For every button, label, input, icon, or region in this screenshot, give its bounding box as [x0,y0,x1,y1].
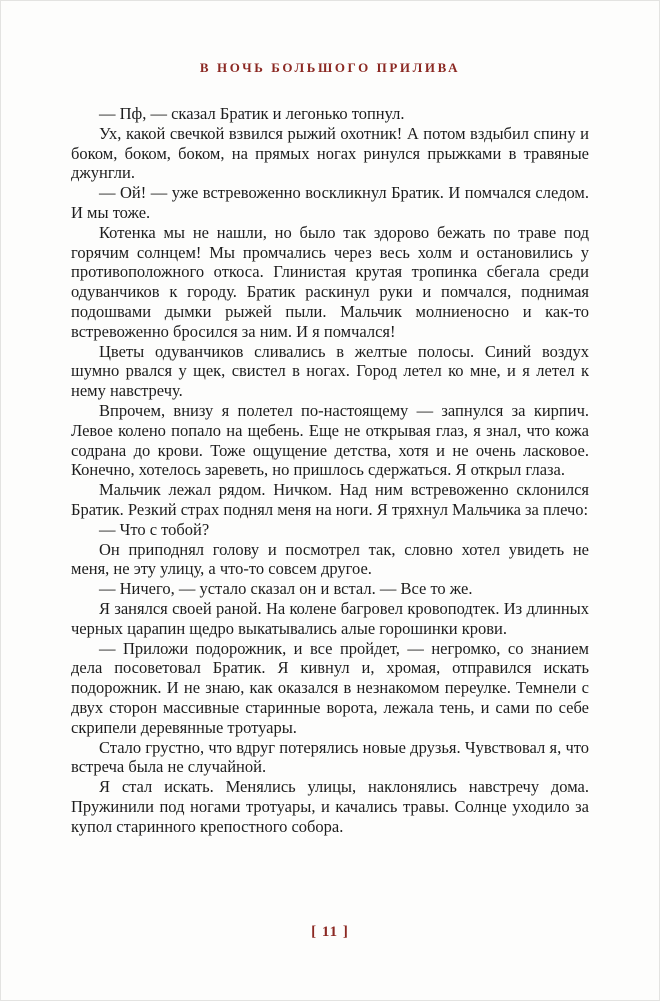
paragraph: Цветы одуванчиков сливались в желтые полосы. Синий воздух шумно рвался у щек, свистел в ногах. Город летел ко мне, и я летел к нему навстречу. [71,341,589,401]
paragraph: Впрочем, внизу я полетел по-настоящему — запнулся за кирпич. Левое колено попало на щебень. Еще не открывая глаз, я знал, что кожа содрана до крови. Тоже ощущение детства, хотя и не очень ласковое. Конечно, хотелось зареветь, но пришлось сдержаться. Я открыл глаза. [71,400,589,480]
paragraph: Он приподнял голову и посмотрел так, словно хотел увидеть не меня, не эту улицу, а что-то совсем другое. [71,539,589,579]
text-body [71,104,589,836]
paragraph: Я занялся своей раной. На колене багровел кровоподтек. Из длинных черных царапин щедро выкатывались алые горошинки крови. [71,598,589,638]
paragraph: Ух, какой свечкой взвился рыжий охотник! А потом вздыбил спину и боком, боком, боком, на прямых ногах ринулся прыжками в травяные джунгли. [71,123,589,183]
paragraph: Котенка мы не нашли, но было так здорово бежать по траве под горячим солнцем! Мы промчались через весь холм и остановились у противоположного откоса. Глинистая крутая тропинка сбегала среди одуванчиков к городу. Братик раскинул руки и помчался, поднимая подошвами дымки рыжей пыли. Мальчик молниеносно и как-то встревоженно бросился за ним. И я помчался! [71,222,589,341]
chapter-header: В НОЧЬ БОЛЬШОГО ПРИЛИВА [199,60,461,75]
paragraph: Я стал искать. Менялись улицы, наклонялись навстречу дома. Пружинили под ногами тротуары, и качались травы. Солнце уходило за купол старинного крепостного собора. [71,777,589,836]
paragraph: Мальчик лежал рядом. Ничком. Над ним встревоженно склонился Братик. Резкий страх поднял меня на ноги. Я тряхнул Мальчика за плечо: [71,480,589,519]
paragraph: — Ничего, — устало сказал он и встал. — Все то же. [99,579,473,599]
paragraph: — Пф, — сказал Братик и легонько топнул. [99,104,405,123]
paragraph: Стало грустно, что вдруг потерялись новые друзья. Чувствовал я, что встреча была не случайной. [71,737,589,777]
paragraph: — Что с тобой? [99,519,210,539]
page-number: [ 11 ] [311,924,349,940]
paragraph: — Ой! — уже встревоженно воскликнул Братик. И помчался следом. И мы тоже. [71,183,589,222]
paragraph: — Приложи подорожник, и все пройдет, — негромко, со знанием дела посоветовал Братик. Я кивнул и, хромая, отправился искать подорожник. И не знаю, как оказался в незнакомом переулке. Темнели с двух сторон массивные старинные ворота, лежала тень, и сами по себе скрипели деревянные тротуары. [71,638,589,737]
